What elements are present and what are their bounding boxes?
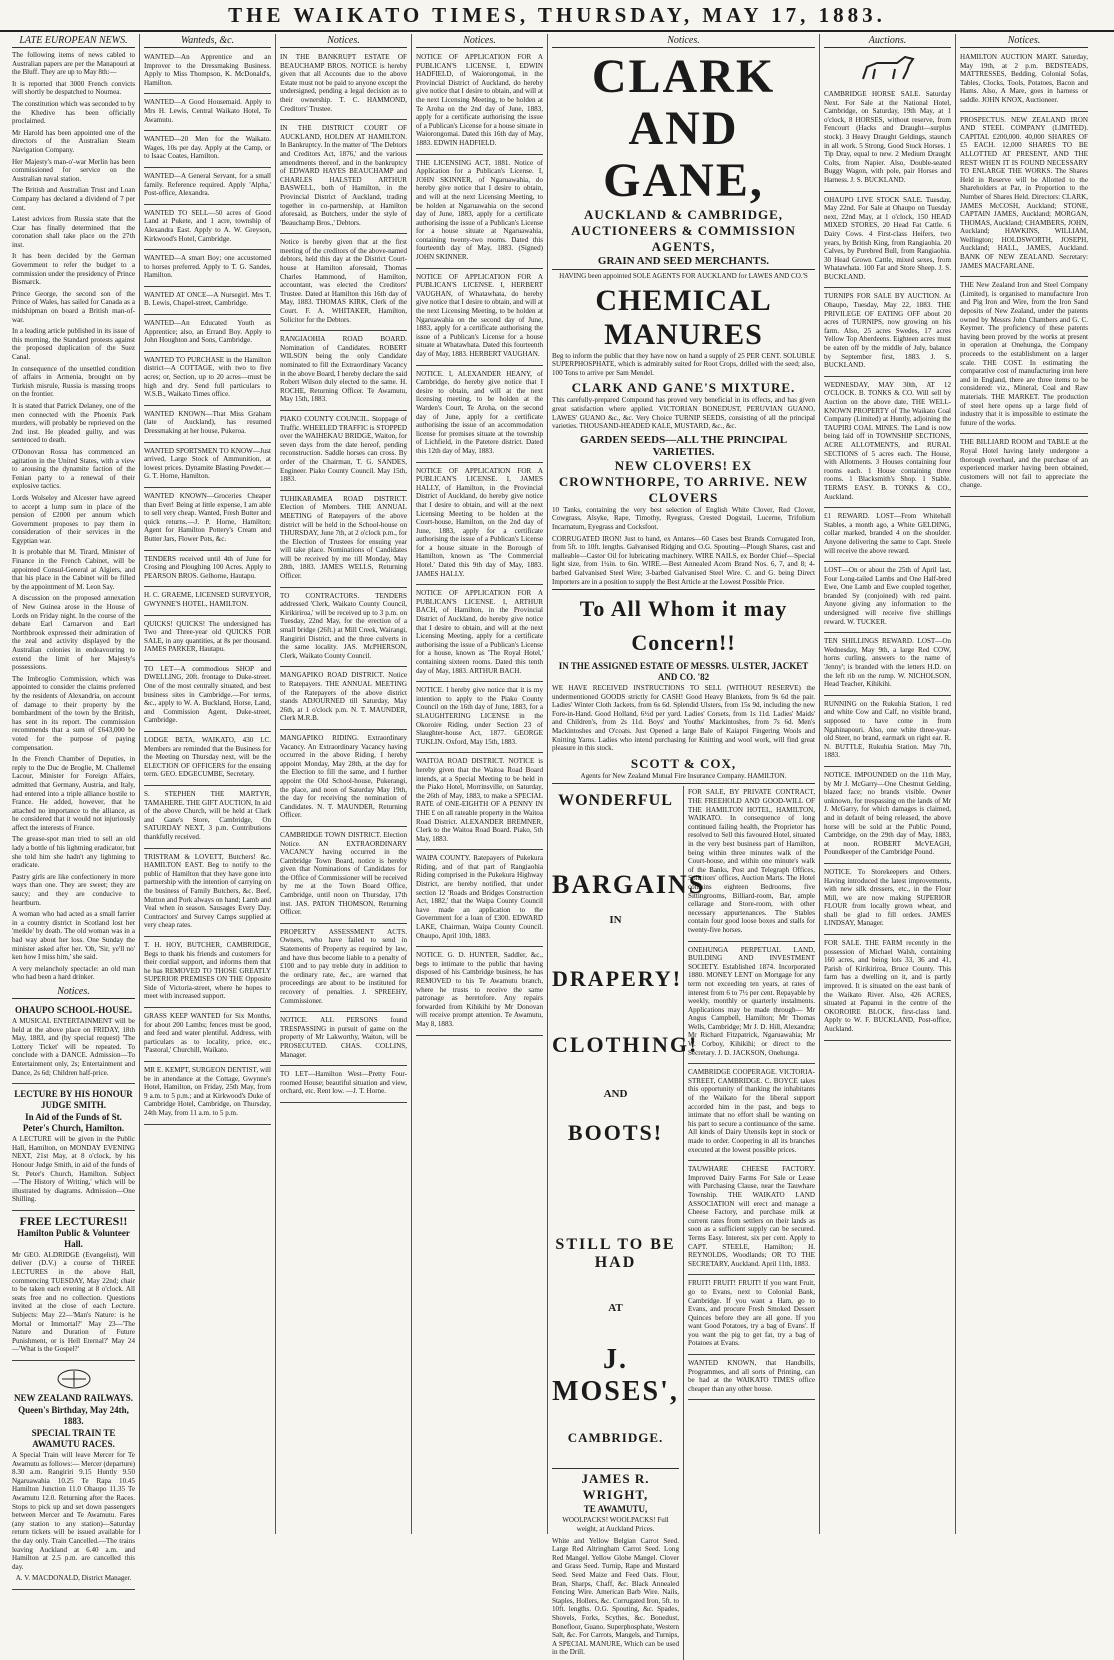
horse-icon [853,51,923,85]
ad-body: NOTICE. To Storekeepers and Others. Having introduced the latest improvements, with new silk dressers, etc., in the Flour Mill, we are now making SUPERIOR FLOUR from locally grown wheat, and shall be glad to fill orders. JAMES LINDSAY, Manager. [824,867,951,928]
ad-item [144,51,271,94]
clover-body: 10 Tanks, containing the very best selection of English White Clover, Red Clover, Cowgrass, Alsyke, Rape, Timothy, Ryegrass, Crested Dogstail, Lucerne, Trifolium Incarnatum, Eyegrass and Cocksfoot. [552,505,815,531]
ad-item [144,96,271,131]
garden-seeds: GARDEN SEEDS—ALL THE PRINCIPAL VARIETIES. [579,433,788,458]
ad-item [144,317,271,352]
ad-item [688,1066,815,1161]
ad-subtitle: SPECIAL TRAIN TE AWAMUTU RACES. [31,1428,116,1449]
ad-body: TEN SHILLINGS REWARD. LOST—On Wednesday, May 9th, a large Red COW, horns curling, answers to the name of 'Jenny'; is branded with the letters H.D. on the left rib on the rump. W. NICHOLSON, Head Teacher, Kihikihi. [824,637,951,689]
ad-list [280,51,407,1103]
news-item [12,835,135,869]
news-item [12,80,135,97]
ad-body: WANTED—A General Servant, for a small family. Reference required. Apply 'Alpha,' Post-office, Alexandra. [144,171,271,198]
ad-item [144,354,271,406]
ad-item [280,590,407,668]
ad-item [144,207,271,250]
ad-body: NOTICE OF APPLICATION FOR A PUBLICAN'S LICENSE. I, EDWIN HADFIELD, of Waiorongomai, in the Provincial District of Auckland, do hereby give notice that I desire to obtain, and will at the next Licensing Meeting, to be holden at Te Aroha on the 2nd day of June, 1883, apply for a certificate authorising the issue of a Publican's License for a house situate in Waiorongomai. Dated this 16th day of May, 1883. EDWIN HADFIELD. [416,53,543,147]
news-item [12,51,135,77]
news-paragraph: In a leading article published in its issue of this morning, the Standard protests against the proposed duplication of the Suez Canal. [12,327,135,361]
ad-item [280,493,407,588]
ad-body: WANTED—A Good Housemaid. Apply to Mrs H. Lewis, Central Waikato Hotel, Te Awamutu. [144,98,271,124]
crest-icon [54,1368,94,1390]
ad-body: GRASS KEEP WANTED for Six Months, for about 200 Lambs; fences must be good, and feed and water plentiful. Address, with particulars as to locality, price, etc., 'Pastoral,' Churchill, Waikato. [144,1012,271,1055]
news-item [12,186,135,212]
news-item [12,365,135,399]
estate-title: IN THE ASSIGNED ESTATE OF MESSRS. ULSTER, JACKET AND CO. '82 [558,661,809,683]
ad-item [144,788,271,849]
ad-body: WANTED KNOWN, that Handbills, Programmes, and all sorts of Printing, can be had at the WAIKATO TIMES office cheaper than any other house. [688,1359,815,1393]
ad-item [688,1163,815,1275]
ad-body: MANGAPIKO RIDING. Extraordinary Vacancy. An Extraordinary Vacancy having occurred in the above Riding, I hereby appoint Monday, May 28th, at the day for the Election to fill the same, and I further appoint the Old School-house, Pukerangi, the place, and noon of Saturday May 19th, the day for receiving the nomination of Candidates. N. T. MAUNDER, Returning Officer. [280,733,407,820]
news-item [12,129,135,155]
wright-town: TE AWAMUTU, [583,1504,648,1515]
ad-item [824,379,951,508]
wright-name: JAMES R. WRIGHT, [581,1471,650,1503]
moses-and: AND [603,1088,628,1101]
ad-body: THE LICENSING ACT, 1881. Notice of Application for a Publican's License. I, JOHN SKINNER, of Ngaruawahia, do hereby give notice that I desire to obtain, and will at the next Licensing Meeting, to be holden at Ngaruawahia on the second day of June, 1883, apply for a certificate authorising the issue of a Publican's License for a house situate at Ngaruawahia, containing twenty-two rooms. Dated this fourteenth day of May, 1883. (Signed) JOHN SKINNER. [416,158,543,262]
ad-item [144,252,271,287]
ad-body: NOTICE. IMPOUNDED on the 11th May, by Mr J. McGarry—One Chestnut Gelding, blazed face; no brands visible. Owner unknown, for trespassing on the lands of Mr J. McGarry, for which damages is claimed, and in default of being released, the above horse will be sold at the Public Pound, Cambridge, on the 29th day of May, 1883, at noon. ROBERT McVEAGH, Poundkeeper of the Cambridge Pound. [824,770,951,857]
iron-body: CORRUGATED IRON! Just to hand, ex Antares—60 Cases best Brands Corrugated Iron, from 5ft. to 10ft. lengths. Galvanised Ridging and O.G. Spouting—Plough Shares, cast and malleable—Castor Oil for lubricating machinery. WIRE NAILS, ex Border Chief—Special light size, from 1¼in. to 6in. WIRE.—Best Annealed Acorn Brand Nos. 6, 7, and 8; 4-barbed Galvanised Steel Wire; 3-barbed Galvanised Steel Wire. C. and G. being Direct Importers are in a position to supply the Best Article at the Lowest Possible Price. [552,534,815,586]
ad-item [960,114,1088,278]
scott-cox: SCOTT & COX, [630,755,737,771]
ad-item [144,851,271,937]
news-item [12,755,135,832]
column-header: Wanteds, &c. [144,34,271,48]
ad-body: PROPERTY ASSESSMENT ACTS. Owners, who have failed to send in Statements of Property as required by law, and have thus become liable to a penalty of £100 and to pay treble duty in addition to the ordinary rate, &c., are warned that proceedings are about to be instituted for recovery of penalties. J. SPREEHY, Commissioner. [280,927,407,1005]
news-item [12,327,135,361]
new-clovers: NEW CLOVERS! EX CROWNTHORPE, TO ARRIVE. NEW CLOVERS [558,457,809,505]
ad-body: TAUWHARE CHEESE FACTORY. Improved Dairy Farms For Sale or Lease with Purchasing Clause, near the Tauwhare Township. THE WAIKATO LAND ASSOCIATION will erect and manage a Cheese Factory, and purchase milk at current rates from settlers on their lands as soon as a sufficient supply can be secured. Terms Easy. Interest, six per cent. Apply to CAPT. STEELE, Hamilton; H. REYNOLDS, Woodlands; OR TO THE SECRETARY, Auckland. April 11th, 1883. [688,1165,815,1268]
ad-body: WANTED—An Apprentice and an Improver to the Dressmaking Business. Apply to Miss Thompson, K. McDonald's, Hamilton. [144,53,271,87]
ad-body: MANGAPIKO ROAD DISTRICT. Notice to Ratepayers. THE ANNUAL MEETING of the Ratepayers of the above district stands ADJOURNED till Saturday, May 26th, at 1 o'clock p.m. N. T. MAUNDER, Clerk M.R.B. [280,671,407,723]
ad-body: THE New Zealand Iron and Steel Company (Limited), is organised to manufacture Iron and Pig Iron and Wire, from the Iron Sand deposits of New Zealand, under the patents owned by Messrs John Chambers and G. C. Keymer. The proficiency of these patents having been proved by the works at present in operation at Onehunga, the Company proceeds to the establishment on a larger scale. THE COST. In estimating the comparative cost of manufacturing iron here and in England, there are three items to be considered: viz., Mineral, Coal and Raw materials. THE MARKET. The production of steel here opens up a large field of industry that it is impossible to estimate the future of the works. [960,281,1088,427]
clark-gane-subtitle-2: GRAIN AND SEED MERCHANTS. [597,255,770,267]
ad-item [824,564,951,633]
column-header: LATE EUROPEAN NEWS. [12,34,135,48]
news-paragraph: The British and Australian Trust and Loan Company has declared a dividend of 7 per cent. [12,186,135,212]
ad-body: WEDNESDAY, MAY 30th, AT 12 O'CLOCK. B. TONKS & CO. Will sell by Auction on the above date, THE WELL-KNOWN PROPERTY of The Waikato Coal Company (Limited) at Huntly, adjoining the TAUPIRI COAL MINES. The Land is now being laid off in TOWNSHIP SECTIONS, ACRE ALLOTMENTS, and RURAL SECTIONS of 5 acres each. The House, with Allotments. 3 Houses containing four rooms each. 1 House containing three rooms. 1 Blacksmith's Shop. 1 Stable. TERMS EASY. B. TONKS & CO., Auckland. [824,380,951,501]
ad-item [416,755,543,850]
chemical-manures-title: CHEMICAL MANURES [595,283,772,351]
ad-item [280,51,407,120]
news-item [12,158,135,184]
news-item [12,215,135,249]
ad-body: WANTED SPORTSMEN TO KNOW—Just arrived, Large Stock of Ammunition, at lowest prices. Dynamite Blasting Powder.—G. T. Horne, Hamilton. [144,446,271,481]
ad-body: WANTED—A smart Boy; one accustomed to horses preferred. Apply to T. G. Sandes, Hamilton. [144,254,271,280]
news-paragraph: It has been decided by the German Government to refer the budget to a commission under the presidency of Prince Bismarck. [12,252,135,287]
column-auctions [820,34,956,1534]
ad-subtitle: Hamilton Public & Volunteer Hall. [17,1227,130,1249]
news-paragraph: Lords Wolseley and Alcester have agreed to accept a lump sum in place of the pension of £2000 per annum which Government proposes to pay them in consideration of their services in the Egyptian war. [12,493,135,545]
news-item [12,675,135,752]
news-item [12,548,135,591]
ad-body: £1 REWARD. LOST—From Whitehall Stables, a month ago, a White GELDING, collar marked, branded 4 on the shoulder. Anyone delivering the same to Capt. Steele will receive the above reward. [824,512,951,555]
ad-item [280,122,407,234]
ad-body: A Special Train will leave Mercer for Te Awamutu as follows:— Mercer (departure) 8.30 a.m. Rangiriri 9.15 Huntly 9.50 Ngaruawahia 10.25 Te Rapa 10.45 Hamilton Junction 11.0 Ohaupo 11.35 Te Awamutu 12.0. Returning after the Races. Stops to pick up and set down passengers between Mercer and Te Awamutu. Fares (any station to any station)—Saturday return tickets will be issued available for the day only. Train Cancelled.—The trains leaving Auckland at 6.40 a.m. and Hamilton at 2.5 p.m. are cancelled this day. [12,1451,135,1571]
ad-body: IN THE BANKRUPT ESTATE OF BEAUCHAMP BROS. NOTICE is hereby given that all Accounts due to the above Estate must not be paid to anyone except the undersigned, pending a legal decision as to their ownership. T. C. HAMMOND, Creditors' Trustee. [280,53,407,113]
ad-body: IN THE DISTRICT COURT OF AUCKLAND, HOLDEN AT HAMILTON. In Bankruptcy. In the matter of 'The Debtors and Creditors Act, 1876,' and the various amendments thereof, and in the bankruptcy of EDWARD HAYES BEAUCHAMP and CHARLES HALSTED ARTHUR BASWELL, both of Hamilton, in the Provincial District of Auckland, trading together in co-partnership, at Hamilton aforesaid, as Butchers, under the style of 'Beauchamp Bros.,' Debtors. [280,124,407,227]
ad-body: Mr GEO. ALDRIDGE (Evangelist), Will deliver (D.V.) a course of THREE LECTURES in the above Hall, commencing TUESDAY, May 22nd; chair to be taken each evening at 8 o'clock. All seats free and no collection. Questions invited at the close of each Lecture. Subjects: May 22—'Man's Nature: is he Mortal or Immortal?' May 23—'The Nature and Duration of Future Punishment, or is Hell Eternal?' May 24—'What is the Gospel?' [12,1250,135,1354]
ad-lecture-judge [12,1086,135,1211]
column-header: Notices. [280,34,407,48]
ad-item [144,618,271,661]
ad-item [824,510,951,562]
ad-item [280,926,407,1012]
ad-body: NOTICE. G. D. HUNTER, Saddler, &c., begs to intimate to the public that having disposed of his Cambridge business, he has REMOVED to his Te Awamutu branch, where he trusts to receive the same patronage as heretofore. Any repairs forwarded from Kihikihi by Mr Donovan will receive prompt attention. Te Awamutu, May 8, 1883. [416,951,543,1028]
news-paragraph: The grease-spot man tried to sell an old lady a bottle of his lightning eradicator, but she told him she hadn't any lightning to eradicate. [12,835,135,870]
moses-at: AT [608,1302,623,1315]
wright-body: White and Yellow Belgian Carrot Seed. Large Red Altringham Carrot Seed. Long Red Mangel. Yellow Globe Mangel. Clover and Grass Seed. Turnip, Rape and Mustard Seed. Seed Maize and Feed Oats. Flour, Bran, Sharps, Chaff, &c. Black Annealed Fencing Wire. American Barb Wire. Nails, Staples, Hollers, &c. Corrugated Iron, 5ft. to 10ft. lengths. O.G. Spouting, &c. Spades, Shovels, Forks, Scythes, &c. Bonedust, Bonefloor, Guano. Superphosphate, Western Salt, &c. For Carrots, Mangels, and Turnips, A SPECIAL MANURE, Which can be used in the Drill. [552,1536,679,1657]
ad-item [824,866,951,935]
column-notices-4 [956,34,1092,1534]
moses-still: STILL TO BE HAD [555,1236,676,1272]
ad-item [144,490,271,551]
column-wanteds [140,34,276,1534]
moses-name: J. MOSES', [552,1344,679,1408]
column-news [8,34,140,1583]
ad-item [144,133,271,168]
ad-body: FOR SALE, BY PRIVATE CONTRACT, THE FREEHOLD AND GOOD-WILL OF THE HAMILTON HOTEL, HAMILTON, WAIKATO. In consequence of long continued failing health, the Proprietor has resolved to Sell this favoured Hotel, situated in the very best business part of Hamilton, being within three minutes walk of the Court-house, and within one minute's walk of the Banks, Post and Telegraph Offices, Solicitors' offices, Auction Marts. The Hotel contains eighteen Bedrooms, five Sittingrooms, Billiard-room, Bar, ample cellarage and Store-room, with other necessary appurtenances. The Stables contain four good loose boxes and stalls for twenty-five horses. [688,788,815,934]
ad-body: WANTED TO SELL—50 acres of Good Land at Pukete, and 1 acre, township of Alexandra East. Apply to A. W. Greyson, Kirkwood's Hotel, Cambridge. [144,208,271,243]
news-paragraph: A woman who had acted as a small farrier in a country district in Scotland lost her 'meikle' by death. The old woman was in a bad way about her loss. One Sunday the minister asked after her. 'Oh, 'Sir, ye'll no' ken how I miss him,' she said. [12,910,135,962]
ad-body: WAITOA ROAD DISTRICT. NOTICE is hereby given that the Waitoa Road Board intends, at a Special Meeting to be held in the Piako Hotel, Morrinsville, on Saturday, the 26th of May, 1883, to make a SPECIAL RATE of ONE-EIGHTH OF A PENNY IN THE £ on all rateable property in the Waitoa Road District. ALEXANDER BREMNER, Clerk to the Waitoa Road Board. Piako, 5th May, 1883. [416,757,543,843]
ad-item [280,333,407,411]
column-notices-2 [412,34,548,1534]
news-paragraph: Pastry girls are like confectionery in more ways than one. They are sweet; they are saucy; and they are conducive to heartburn. [12,872,135,907]
ad-body: WANTED KNOWN—That Miss Graham (late of Auckland), has resumed Dressmaking at her house, Pukeroa. [144,409,271,435]
ad-body: LOST—On or about the 25th of April last, Four Long-tailed Lambs and One Half-bred Ewe, One Lamb and Ewe coupled together, branded Sy (conjoined) with red paint. Anyone giving any information to the undersigned will receive five shillings reward. W. TUCKER. [824,566,951,626]
ad-item [824,88,951,192]
ad-title: OHAUPO SCHOOL-HOUSE. [14,1004,132,1015]
news-paragraph: The following items of news cabled to Australian papers are per the Manapouri at the Bluff. They are up to May 8th:— [12,51,135,77]
clark-gane-title: CLARK AND GANE, [591,50,776,207]
ad-item [416,852,543,947]
ad-body: WANTED KNOWN—Groceries Cheaper than Ever! Being at little expense, I am able to sell very cheap. Wanted, Fresh Butter and quick returns.—J. P. Horne, Hamilton; Agent for Hamilton Pottery's Cream and Butter Jars, Flower Pots, &c. [144,491,271,543]
column-clark-gane [548,34,820,1657]
ad-item [688,944,815,1065]
ad-item [960,279,1088,434]
column-header: Auctions. [824,34,951,48]
ad-body: NOTICE. I hereby give notice that it is my intention to apply to the Piako County Council on the 16th day of June, 1883, for a SLAUGHTERING LICENSE in the Okoroire Riding, under Section 23 of Slaughter-house Act, 1877. GEORGE TUKLIN. Oxford, May 15th, 1883. [416,686,543,746]
moses-clothing: CLOTHING! [552,1032,699,1058]
ad-body: OHAUPO LIVE STOCK SALE. Tuesday, May 22nd. For Sale at Ohaupo on Tuesday next, 22nd May, at 1 o'clock, 150 HEAD MIXED STORES, 20 Head Fat Cattle. 6 Dairy Cows. 4 First-class Heifers, two years, by British King, from Rangiaohia. 20 Calves, by Purebred Bull, from Rangiaohia. 30 Head Grown Cattle, mixed sexes, from Whatawhata. 100 Fat and Store Sheep. J. S. BUCKLAND. [824,195,951,281]
ad-body: TUHIKARAMEA ROAD DISTRICT. Election of Members. THE ANNUAL MEETING of Ratepayers of the above district will be held in the School-house on THURSDAY, June 7th, at 2 o'clock p.m., for the Election of Trustees for ensuing year will take place. Nominations of Candidates will be received by me till Monday, May 28th, 1883. JAMES WELLS, Returning Officer. [280,494,407,581]
ad-item [416,587,543,682]
ad-body: A LECTURE will be given in the Public Hall, Hamilton, on MONDAY EVENING NEXT, 21st May, at 8 o'clock, by his Honour Judge Smith, in aid of the funds of St. Peter's Church, Hamilton. Subject—'The History of Writing,' which will be illustrated by diagrams. Admission—One Shilling. [12,1135,135,1204]
ad-body: TRISTRAM & LOVETT, Butchers! &c. HAMILTON EAST. Beg to notify to the public of Hamilton that they have gone into partnership with the intention of carrying on the business of Family Butchers, &c. Beef, Mutton and Pork always on hand; Lamb and Veal when in season. Sausages Every Day. Contractors' and Survey Camps supplied at very cheap rates. [144,852,271,930]
ad-body: WANTED—20 Men for the Waikato. Wages, 10s per day. Apply at the Camp, or to Isaac Coates, Hamilton. [144,135,271,161]
masthead [0,0,1114,32]
ad-ohaupo-school [12,1002,135,1084]
ad-list [688,786,815,1400]
column-header: Notices. [960,34,1088,48]
ad-item [960,436,1088,497]
ad-body: S. STEPHEN THE MARTYR, TAMAHERE. THE GIFT AUCTION, In aid of the above Church, will be held at Clark and Gane's Store, Cambridge, On SATURDAY NEXT, 3 p.m. Contributions thankfully received. [144,790,271,841]
ad-body: NOTICE OF APPLICATION FOR A PUBLICAN'S LICENSE. I, ARTHUR BACH, of Hamilton, in the Provincial District of Auckland, do hereby give notice that I desire to obtain, and will at the next Licensing Meeting, apply for a certificate authorising the issue of a Publican's License for a house, known as 'The Royal Hotel,' containing sixteen rooms. Dated this tenth day of May, 1883. ARTHUR BACH. [416,589,543,675]
wright-woolpacks: WOOLPACKS! WOOLPACKS! Full weight, at Auckland Prices. [562,1516,669,1534]
ad-item [688,1277,815,1355]
ad-signature: A. V. MACDONALD, District Manager. [15,1574,132,1583]
ad-item [416,368,543,463]
ad-body: PIAKO COUNTY COUNCIL. Stoppage of Traffic. WHEELED TRAFFIC is STOPPED over the WAIHEKAU BRIDGE, Waiton, for seven days from the date hereof, pending reconstruction. Saddle horses can cross. By order of the Chairman, T. G. SANDES, Engineer. Piako County Council. May 15th, 1883. [280,414,407,484]
moses-in: IN [609,914,622,927]
ad-body: FOR SALE. THE FARM recently in the possession of Michael Walsh, containing 160 acres, and being lots 33, 36 and 41, Parish of Kirikiriroa, Bruce County. This farm has a dwelling on it, and is partly improved. It is situated on the east bank of the Waikato River. Also, 426 ACRES, situated at Papanui in the centre of the OKOROIRE BLOCK, first-class land. Apply to W. F. BUCKLAND, Post-office, Auckland. [824,939,951,1033]
column-notices-1 [276,34,412,1534]
ad-item [688,1357,815,1400]
news-paragraph: A discussion on the proposed annexation of New Guinea arose in the House of Lords on Friday night. In the course of the debate Earl Carnarvon and Earl Northbrook expressed their admiration of the zeal and activity displayed by the Australian colonies in endeavouring to extend the limit of her Majesty's possessions. [12,594,135,672]
estate-body: WE HAVE RECEIVED INSTRUCTIONS TO SELL (WITHOUT RESERVE) the undermentioned GOODS strictly for CASH! Good Heavy Blankets, from 9s 6d the pair. Ladies' Winter Cloth Jackets, from 6s 6d. Splendid Ulsters, from 15s 9d, including the new Fore-in-Hand. Good Holland, 6½d per yard. Ladies' Corsets, from 1s 11d. Ladies' Maids' and Children's, from 2s 11d. Boys' and Youths' Mackintoshes, from 7s 6d. Men's Mackintoshes and O'coats. Just Opened a large Bale of Kaiapoi Fingering Wools and Knitting Yarns. Ladies who intend purchasing for Knitting and wool work, will find great pleasure in this stock. [552,684,815,753]
ad-title: FREE LECTURES!! [19,1213,128,1228]
moses-boots: BOOTS! [567,1120,664,1146]
ad-body: NOTICE. ALL PERSONS found TRESPASSING in pursuit of game on the property of Mr Lakworthy, Waiton, will be PROSECUTED. CHAS. COLLINS, Manager. [280,1016,407,1059]
ad-list [960,51,1088,497]
moses-cambridge: CAMBRIDGE. [567,1430,664,1446]
ad-body: ONEHUNGA PERPETUAL LAND, BUILDING AND INVESTMENT SOCIETY. Established 1874. Incorporated 1880. MONEY LENT on Mortgage for any term not exceeding ten years, at rates of interest from 6 to 7½ per cent. Repayable by weekly, monthly or quarterly instalments. Applications may be made through— Mr Angus Campbell, Hamilton; Mr Thomas Wells, Cambridge; Mr J. D. Hill, Alexandra; Mr Richard Fitzpatrick, Ngaruawahia; Mr W. Corboy, Kihikihi; or direct to the Secretary. J. D. JACKSON, Onehunga. [688,945,815,1057]
ad-item [824,698,951,767]
ad-body: A MUSICAL ENTERTAINMENT will be held at the above place on FRIDAY, 18th May, 1883, and (by special request) 'The Lottery Ticket' will be repeated. To conclude with a DANCE. Admission—To Entertainment only, 2s; Entertainment and Dance, 2s 6d; Children half-price. [12,1016,135,1077]
ad-item [144,408,271,443]
news-item [12,910,135,962]
news-paragraph: Mr Harold has been appointed one of the directors of the Australian Steam Navigation Company. [12,128,135,154]
ad-item [280,829,407,924]
ad-item [824,194,951,289]
concern-title: To All Whom it may Concern!! [579,596,788,656]
clark-gane-subtitle: AUCTIONEERS & COMMISSION AGENTS, [571,223,796,254]
news-paragraph: The constitution which was seconded to by the Khedive has been officially proclaimed. [12,99,135,126]
ad-body: HAMILTON AUCTION MART. Saturday, May 19th, at 2 p.m. BEDSTEADS, MATTRESSES, Bedding, Colonial Sofas, Tables, Clocks, Tools, Potatoes, Bacon and Hams. Also, A Mare, goes in harness or saddle. JOHN KNOX, Auctioneer. [960,53,1088,104]
ad-body: WANTED—An Educated Youth as Apprentice; also, an Errand Boy. Apply to John Houghton and Sons, Cambridge. [144,319,271,345]
ad-body: CAMBRIDGE TOWN DISTRICT. Election Notice. AN EXTRAORDINARY VACANCY having occurred in the Cambridge Town Board, notice is hereby given that Nominations of Candidates for the Office of Commissioner will be received by me at the Town Board Office, Cambridge, until noon on Thursday, 17th inst. JAS. PATON THOMSON, Returning Officer. [280,830,407,917]
news-item [12,402,135,445]
ad-body: FRUIT! FRUIT! FRUIT! If you want Fruit, go to Evans, next to Colonial Bank, Cambridge. If you want a Ham, go to Evans, and procure Fresh Smoked Dessert Quinces before they are all gone. If you want Good Potatoes, try a bag of Evans'. If you want the pig to get fat, try a bag of Potatoes at Evans. [688,1279,815,1348]
ad-body: TO LET—Hamilton West—Pretty Four-roomed House; beautiful situation and view, orchard, etc. Rent low. —J. T. Horne. [280,1070,407,1096]
ad-body: LODGE BETA, WAIKATO, 430 I.C. Members are reminded that the Business for the Meeting on Thursday next, will be the ELECTION OF OFFICERS for the ensuing term. GEO. EDGECUMBE, Secretary. [144,736,271,779]
ad-list [824,88,951,1041]
ad-body: CAMBRIDGE HORSE SALE. Saturday Next. For Sale at the National Hotel, Cambridge, on Saturday, 19th May, at 1 o'clock, 8 HORSES, without reserve, from Fencourt (Hacks and Draught—surplus stock). 3 Heavy Draught Geldings, staunch in all work. 5 Strong, Good Stock Horses. 1 Tip Dray, equal to new. 2 Medium Draught Colts, from Napier. Also, Double-seated Buggy Wagon, with pole, pair Horses and Harness. J. S. BUCKLAND. [824,90,951,184]
moses-ad [548,786,706,1660]
clark-gane-city: AUCKLAND & CAMBRIDGE, [583,207,784,222]
ad-body: TURNIPS FOR SALE BY AUCTION. At Ohaupo, Tuesday, May 22, 1883. THE PRIVILEGE OF EATING OFF about 20 acres of TURNIPS, now growing on his farm. Also, 25 acres Swedes, 17 acres Yellow Top Aberdeens. Eighteen acres must be eaten off by the middle of July, balance by September first, 1883. J. S. BUCKLAND. [824,292,951,370]
news-paragraph: Prince George, the second son of the Prince of Wales, has sailed for Canada as a midshipman on board a British man-of-war. [12,289,135,324]
ad-item [144,1010,271,1062]
ad-list [144,51,271,1125]
news-item [12,448,135,491]
news-item [12,252,135,286]
ad-body: T. H. HOY, BUTCHER, CAMBRIDGE, Begs to thank his friends and customers for their cordial support, and informs them that he has REMOVED TO THOSE GREATLY SUPERIOR PREMISES ON THE Opposite Side of Victoria-street, where he hopes to meet with increased support. [144,940,271,1001]
chemical-manures-body: Beg to inform the public that they have now on hand a supply of 25 PER CENT. SOLUBLE SUPERPHOSPHATE, which is admirably suited for Root Crops, drilled with the seed; also, 100 Tons to arrive per Sam Mendel. [552,351,815,377]
ad-body: CAMBRIDGE COOPERAGE. VICTORIA-STREET, CAMBRIDGE. C. BOYCE takes this opportunity of thanking the inhabitants of the Waikato for the liberal support accorded him in the past, and begs to intimate that no effort shall be wanting on his part to secure a continuance of the same. All kinds of Dairy Utensils kept in stock or made to order. Coopering in all its branches executed at the lowest possible prices. [688,1068,815,1154]
news-paragraph: It is stated that Patrick Delaney, one of the men connected with the Phoenix Park murders, will probably be reprieved on the 2nd inst. He pleaded guilty, and was sentenced to death. [12,401,135,445]
ad-title: NEW ZEALAND RAILWAYS. [14,1393,133,1403]
ad-item [416,51,543,155]
news-item [12,965,135,982]
ad-body: TO LET—A commodious SHOP and DWELLING, 20ft. frontage to Duke-street. One of the most centrally situated, and best business sites in Cambridge.—For terms, &c., apply to W. A. Buckland, Horse, Land, and Commission Agent, Duke-street, Cambridge. [144,664,271,725]
ad-body: WANTED TO PURCHASE in the Hamilton district—A COTTAGE, with two to five acres; or, Section, up to 20 acres—must be high and dry. Send full particulars to W.S.B., Waikato Times office. [144,355,271,399]
news-paragraph: O'Donovan Rossa has commenced an agitation in the United States, with a view to arousing the dynamite faction of the Fenian party to a renewal of their explosive tactics. [12,447,135,491]
moses-bargains: BARGAINS [552,870,706,900]
ad-body: H. C. GRAEME, LICENSED SURVEYOR, GWYNNE'S HOTEL, HAMILTON. [144,591,271,608]
column-notices-3 [684,786,819,1660]
ad-body: QUICKS! QUICKS! The undersigned has Two and Three-year old QUICKS FOR SALE, in any quantities, at 8s per thousand. JAMES PARKER, Hautapu. [144,619,271,654]
news-paragraph: It is reported that 3000 French convicts will shortly be despatched to Noumea. [12,79,135,97]
ad-body: NOTICE OF APPLICATION FOR A PUBLICAN'S LICENSE. I, JAMES HALLY, of Hamilton, in the Provincial District of Auckland, do hereby give notice that I desire to obtain, and will at the next Licensing Meeting to be holden at the Court-house, Hamilton, on the 2nd day of June, 1883, apply for a certificate authorising the issue of a Publican's License for a house situate in the Borough of Hamilton, known as 'The Commercial Hotel.' Dated this 9th day of May, 1883. JAMES HALLY. [416,466,543,578]
ad-item [280,669,407,730]
ad-title: LECTURE BY HIS HONOUR JUDGE SMITH. [14,1089,133,1111]
column-header: Notices. [416,34,543,48]
news-paragraph: It is probable that M. Tirard, Minister of Finance in the French Cabinet, will be appointed Consul-General at Algiers, and that his place in the Cabinet will be filled by the appointment of M. Leon Say. [12,548,135,591]
ad-body: WAIPA COUNTY. Ratepayers of Pukekura Riding, and of that part of Rangiaohia Riding comprised in the Pukekura Highway District, are hereby notified, that under section 12 'Roads and Bridges Construction Act, 1882,' that the Waipa County Council have made an application to the Government for a loan of £300. EDWARD LAKE, Chairman, Waipa County Council. Ohaupo, April 10th, 1883. [416,854,543,940]
column-header: Notices. [552,34,815,48]
column-header: Notices. [12,985,135,999]
ad-item [280,1068,407,1103]
ad-body: TENDERS received until 4th of June for Crosing and Ploughing 100 Acres. Apply to PEARSON BROS. Gelhorne, Hautapu. [144,554,271,580]
ad-item [280,732,407,827]
newspaper-title: THE WAIKATO TIMES, THURSDAY, MAY 17, 1883. [228,3,886,27]
ad-body: TO CONTRACTORS. TENDERS addressed 'Clerk, Waikato County Council, Kirikiriroa,' will be received up to 3 p.m. on Tuesday, 22nd May, for the erection of a small bridge (26ft.) at Mill Creek, Wairangi, Rangiriri District, and the three culverts in the same locality. JAS. McPHERSON, Clerk, Waikato County Council. [280,591,407,660]
ad-railways [12,1363,135,1590]
ad-item [416,465,543,586]
ad-body: NOTICE. I, ALEXANDER HEANY, of Cambridge, do hereby give notice that I desire to obtain, and will at the next licensing meeting, to be holden at the Warden's Court, Te Aroha, on the second day of June, apply for a certificate authorising the issue of an accommodation license for premises situate at the township of Lichfield, in the Patetere district. Dated this 12th day of May, 1883. [416,369,543,455]
ad-item [144,170,271,205]
ad-body: RANGIAOHIA ROAD BOARD. Nomination of Candidates. ROBERT WILSON being the only Candidate nominated to fill the Extraordinary Vacancy in the above Board, I hereby declare the said Robert Wilson duly elected to the same. H. ROCHE, Returning Officer. Te Awamutu, May 15th, 1883. [280,335,407,404]
ad-body: PROSPECTUS. NEW ZEALAND IRON AND STEEL COMPANY (LIMITED). CAPITAL £200,000. 40,000 SHARES OF £5 EACH. 12,000 SHARES TO BE ALLOTTED AT PRESENT, AND THE REST WHEN IT IS FOUND NECESSARY TO ENLARGE THE WORKS. The Shares Held in Reserve will be Allotted to the Shareholders at Par, in Proportion to the Number of Shares Held. Directors: CLARK, JAMES McCOSH, Auckland; STONE, CAPTAIN JAMES, Auckland; MORGAN, THOMAS, Auckland; CHAMBERS, JOHN, Auckland; HAWKINS, WILLIAM, Wellington; HOLDSWORTH, JOSEPH, Auckland; HALL, JAMES, Auckland. BANK OF NEW ZEALAND. Secretary: JAMES MACFARLANE. [960,115,1088,270]
scott-cox-body: Agents for New Zealand Mutual Fire Insurance Company. HAMILTON. [580,771,787,780]
ad-item [280,413,407,491]
ad-item [144,734,271,786]
ad-item [144,1064,271,1125]
ad-item [824,290,951,376]
page-columns [8,34,1108,1657]
ad-subtitle: Queen's Birthday, May 24th, 1883. [18,1405,129,1426]
moses-wonderful: WONDERFUL [558,792,673,810]
ad-item [144,663,271,732]
ad-item [144,445,271,488]
ad-item [144,289,271,315]
news-item [12,290,135,324]
ad-item [280,1014,407,1066]
ad-item [280,236,407,331]
news-paragraph: In consequence of the unsettled condition of affairs in Armenia, brought on by Turkish misrule, Russia is massing troops on the frontier. [12,364,135,399]
moses-drapery: DRAPERY! [552,966,683,992]
ad-body: THE BILLIARD ROOM and TABLE at the Royal Hotel having lately undergone a thorough overhaul, and the purchase of an experienced marker having been obtained, customers will not fail to appreciate the change. [960,438,1088,490]
ad-item [416,157,543,269]
news-item [12,494,135,546]
agent-line: HAVING been appointed SOLE AGENTS FOR AUCKLAND for LAWES AND CO.'S [559,272,808,280]
ad-list [416,51,543,1036]
ad-body: NOTICE OF APPLICATION FOR A PUBLICAN'S LICENSE. I, HERBERT VAUGHAN, of Whatawhata, do hereby give notice that I desire to obtain, and will at the next Licensing Meeting, to be holden at Ngaruawahia on the second day of June, 1883, apply for a certificate authorising the issue of a Publican's License for a house situate at Whatawhata. Dated this fourteenth day of May, 1883. HERBERT VAUGHAN. [416,272,543,358]
ad-item [144,553,271,588]
mixture-title: CLARK AND GANE'S MIXTURE. [571,380,796,396]
ad-item [960,51,1088,112]
ad-free-lectures [12,1213,135,1361]
news-paragraph: Her Majesty's man-o'-war Merlin has been commissioned for service on the Australian naval station. [12,157,135,183]
ad-item [824,769,951,864]
ad-item [416,949,543,1035]
ad-subtitle: In Aid of the Funds of St. Peter's Church, Hamilton. [22,1112,125,1134]
ad-item [416,271,543,366]
news-item [12,100,135,126]
news-paragraph: In the French Chamber of Deputies, in reply to the Duc de Broglie, M. Challemel Lacour, Minister for Foreign Affairs, admitted that Germany, Austria, and Italy, had entered into a triple alliance hostile to France. He added, however, that he attached no importance to the alliance, as he considered that it would not injuriously affect the interests of France. [12,755,135,832]
news-item [12,594,135,671]
ad-item [416,684,543,753]
news-paragraph: The Imbroglio Commission, which was appointed to consider the claims preferred by the residents of Alexandria, on account of damage to their property by the bombardment of the town by the British, has sent in its report. The commission recommends that a sum of £643,000 be voted for the purpose of paying compensation. [12,674,135,752]
news-paragraphs [12,51,135,982]
ad-body: RUNNING on the Rukuhia Station, 1 red and white Cow and Calf, no visible brand, supposed to have come in from Ngahinapouri. Also, one white three-year-old Steer, no brand, earmark on right ear. R. N. BUTTLE, Rukuhia Station. May 7th, 1883. [824,699,951,760]
mixture-body: This carefully-prepared Compound has proved very beneficial in its effects, and has given great satisfaction where applied. VICTORIAN BONEDUST, PERUVIAN GUANO, LAWES' GUANO &c., &c. Very Choice TURNIP SEEDS, consisting of all the principal varieties. THOUSAND-HEADED KALE, MUSTARD, &c., &c. [552,396,815,431]
news-paragraph: Latest advices from Russia state that the Czar has finally determined that the coronation shall take place on the 27th inst. [12,215,135,249]
ad-body: Notice is hereby given that at the first meeting of the creditors of the above-named debtors, held this day at the District Court-house at Hamilton aforesaid, Thomas Charles Hammond, of Hamilton, accountant, was elected the Creditors' Trustee. Dated at Hamilton this 16th day of May, 1883. THOMAS KIRK, Clerk of the Court. F. A. WHITAKER, Hamilton, Solicitor for the Debtors. [280,238,407,324]
news-item [12,873,135,907]
ad-body: WANTED AT ONCE—A Nursegirl. Mrs T. B. Lewis, Chapel-street, Cambridge. [144,290,271,308]
ad-body: MR E. KEMPT, SURGEON DENTIST, will be in attendance at the Cottage, Gwynne's Hotel, Hamilton, on Friday, 25th May, from 9 a.m. to 5 p.m.; and at Kirkwood's Duke of Cambridge Hotel, Cambridge, on Thursday, 24th May, from 11 a.m. to 5 p.m. [144,1066,271,1117]
ad-item [688,786,815,941]
ad-item [824,937,951,1041]
ad-item [144,939,271,1008]
news-paragraph: A very melancholy spectacle: an old man who had been a hard drinker. [12,964,135,982]
ad-item [824,635,951,696]
ad-item [144,589,271,615]
